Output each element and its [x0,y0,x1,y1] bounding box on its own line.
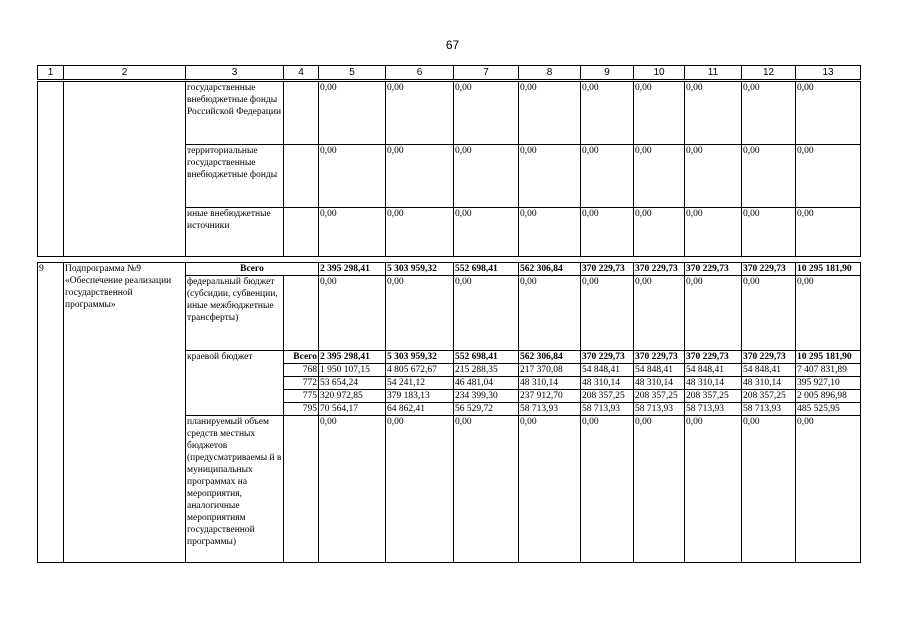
value-cell: 0,00 [634,145,685,208]
program-title-cell: Подпрограмма №9 «Обеспечение реализации государственной программы» [64,263,186,563]
value-cell: 0,00 [386,145,454,208]
column-header: 7 [454,66,519,80]
value-cell: 370 229,73 [581,351,634,364]
funding-source-cell: краевой бюджет [186,351,284,416]
value-cell: 48 310,14 [634,377,685,390]
funding-source-cell: планируемый объем средств местных бюджетов (предусматриваемы й в муниципальных программах на мероприятия, аналогичные мероприятиям государственной программы) [186,416,284,563]
value-cell: 0,00 [319,208,386,257]
value-cell: 0,00 [519,82,581,145]
value-cell: 0,00 [685,208,742,257]
table-row [38,82,861,145]
code-cell [284,416,319,563]
value-cell: 237 912,70 [519,390,581,403]
value-cell: 1 950 107,15 [319,364,386,377]
value-cell: 0,00 [634,276,685,351]
value-cell: 0,00 [796,416,861,563]
value-cell: 0,00 [386,82,454,145]
value-cell: 0,00 [581,145,634,208]
column-header: 12 [742,66,796,80]
value-cell: 0,00 [796,82,861,145]
column-header: 6 [386,66,454,80]
value-cell: 0,00 [742,276,796,351]
value-cell: 0,00 [386,276,454,351]
value-cell: 370 229,73 [685,351,742,364]
value-cell: 0,00 [796,145,861,208]
table-row [38,263,861,276]
value-cell: 54 848,41 [581,364,634,377]
value-cell: 0,00 [581,208,634,257]
code-total-cell: Всего [284,351,319,364]
code-cell [284,82,319,145]
value-cell: 370 229,73 [634,351,685,364]
value-cell: 7 407 831,89 [796,364,861,377]
value-cell: 370 229,73 [742,263,796,276]
value-cell: 0,00 [634,416,685,563]
total-label-cell: Всего [186,263,319,276]
value-cell: 54 241,12 [386,377,454,390]
value-cell: 0,00 [581,416,634,563]
value-cell: 2 395 298,41 [319,351,386,364]
code-cell: 768 [284,364,319,377]
value-cell: 0,00 [519,208,581,257]
column-header: 1 [38,66,64,80]
value-cell: 0,00 [454,82,519,145]
value-cell: 4 805 672,67 [386,364,454,377]
value-cell: 0,00 [519,416,581,563]
funding-source-cell: иные внебюджетные источники [186,208,284,257]
page-number: 67 [445,38,460,52]
value-cell: 70 564,17 [319,403,386,416]
value-cell: 64 862,41 [386,403,454,416]
value-cell: 485 525,95 [796,403,861,416]
value-cell: 0,00 [685,82,742,145]
value-cell: 0,00 [742,416,796,563]
value-cell: 0,00 [319,145,386,208]
value-cell: 54 848,41 [634,364,685,377]
value-cell: 0,00 [796,208,861,257]
value-cell: 0,00 [581,276,634,351]
value-cell: 208 357,25 [742,390,796,403]
value-cell: 0,00 [519,145,581,208]
value-cell: 53 654,24 [319,377,386,390]
value-cell: 58 713,93 [742,403,796,416]
funding-source-cell: федеральный бюджет (субсидии, субвенции, иные межбюджетные трансферты) [186,276,284,351]
value-cell: 58 713,93 [519,403,581,416]
value-cell: 48 310,14 [519,377,581,390]
value-cell: 5 303 959,32 [386,351,454,364]
number-cell [38,82,64,257]
value-cell: 58 713,93 [634,403,685,416]
value-cell: 0,00 [742,208,796,257]
value-cell: 370 229,73 [742,351,796,364]
code-cell: 795 [284,403,319,416]
value-cell: 217 370,08 [519,364,581,377]
value-cell: 552 698,41 [454,263,519,276]
value-cell: 0,00 [386,208,454,257]
value-cell: 10 295 181,90 [796,351,861,364]
value-cell: 0,00 [519,276,581,351]
value-cell: 552 698,41 [454,351,519,364]
value-cell: 0,00 [634,208,685,257]
value-cell: 0,00 [454,145,519,208]
column-number-row [38,66,861,80]
budget-table [37,81,861,563]
value-cell: 0,00 [581,82,634,145]
value-cell: 370 229,73 [685,263,742,276]
value-cell: 0,00 [454,276,519,351]
program-number-cell: 9 [38,263,64,563]
value-cell: 0,00 [319,82,386,145]
value-cell: 208 357,25 [634,390,685,403]
column-header: 8 [519,66,581,80]
value-cell: 0,00 [685,145,742,208]
value-cell: 5 303 959,32 [386,263,454,276]
value-cell: 562 306,84 [519,263,581,276]
value-cell: 370 229,73 [581,263,634,276]
code-cell [284,145,319,208]
value-cell: 54 848,41 [685,364,742,377]
column-header: 4 [284,66,319,80]
value-cell: 58 713,93 [581,403,634,416]
value-cell: 320 972,85 [319,390,386,403]
code-cell [284,276,319,351]
value-cell: 234 399,30 [454,390,519,403]
value-cell: 48 310,14 [581,377,634,390]
value-cell: 48 310,14 [742,377,796,390]
value-cell: 395 927,10 [796,377,861,390]
funding-source-cell: территориальные государственные внебюджетные фонды [186,145,284,208]
column-header: 10 [634,66,685,80]
value-cell: 215 288,35 [454,364,519,377]
value-cell: 0,00 [796,276,861,351]
value-cell: 54 848,41 [742,364,796,377]
column-header: 3 [186,66,284,80]
value-cell: 0,00 [454,208,519,257]
value-cell: 370 229,73 [634,263,685,276]
value-cell: 46 481,04 [454,377,519,390]
column-header-table [37,65,861,80]
funding-source-cell: государственные внебюджетные фонды Российской Федерации [186,82,284,145]
column-header: 9 [581,66,634,80]
value-cell: 56 529,72 [454,403,519,416]
value-cell: 208 357,25 [685,390,742,403]
value-cell: 0,00 [742,82,796,145]
value-cell: 0,00 [685,416,742,563]
value-cell: 0,00 [319,276,386,351]
value-cell: 0,00 [454,416,519,563]
code-cell: 772 [284,377,319,390]
column-header: 13 [796,66,861,80]
code-cell [284,208,319,257]
value-cell: 0,00 [319,416,386,563]
column-header: 2 [64,66,186,80]
value-cell: 2 395 298,41 [319,263,386,276]
value-cell: 0,00 [634,82,685,145]
column-header: 11 [685,66,742,80]
value-cell: 58 713,93 [685,403,742,416]
value-cell: 2 005 896,98 [796,390,861,403]
value-cell: 379 183,13 [386,390,454,403]
program-name-cell [64,82,186,257]
column-header: 5 [319,66,386,80]
value-cell: 208 357,25 [581,390,634,403]
value-cell: 562 306,84 [519,351,581,364]
value-cell: 0,00 [742,145,796,208]
value-cell: 0,00 [386,416,454,563]
value-cell: 10 295 181,90 [796,263,861,276]
code-cell: 775 [284,390,319,403]
value-cell: 48 310,14 [685,377,742,390]
value-cell: 0,00 [685,276,742,351]
